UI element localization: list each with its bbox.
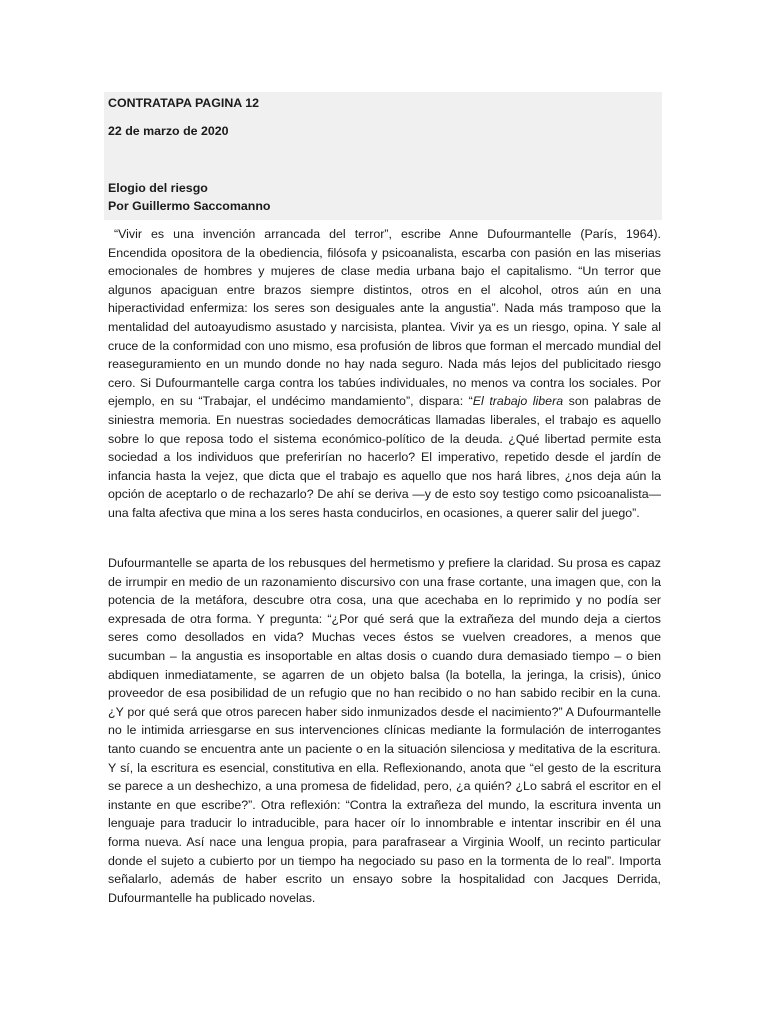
article-title: Elogio del riesgo	[108, 181, 208, 195]
article-byline: Por Guillermo Saccomanno	[108, 199, 271, 213]
paragraph-1-text-b: son palabras de siniestra memoria. En nuestras sociedades democráticas llamadas liberales, el trabajo es aquello sobre lo que reposa todo el sistema económico-político de la deuda. ¿Qué libertad permite esta sociedad a los individuos que preferirían no hacerlo? El imperativo, repetido desde el jardín de infancia hasta la vejez, que dicta que el trabajo es aquello que nos hará libres, ¿nos deja aún la opción de aceptarlo o de rechazarlo? De ahí se deriva —y de esto soy testigo como psicoanalista— una falta afectiva que mina a los seres hasta conducirlos, en ocasiones, a querer salir del juego”.	[108, 394, 661, 520]
date-label: 22 de marzo de 2020	[108, 124, 229, 138]
paragraph-1	[108, 225, 661, 523]
paragraph-2: Dufourmantelle se aparta de los rebusques del hermetismo y prefiere la claridad. Su prosa es capaz de irrumpir en medio de un razonamiento discursivo con una frase cortante, una imagen que, con la potencia de la metáfora, descubre otra cosa, una que acechaba en lo reprimido y no podía ser expresada de otra forma. Y pregunta: “¿Por qué será que la extrañeza del mundo deja a ciertos seres como desollados en vida? Muchas veces éstos se vuelven creadores, a menos que sucumban – la angustia es insoportable en altas dosis o cuando dura demasiado tiempo – o bien abdiquen inmediatamente, se agarren de un objeto balsa (la botella, la jeringa, la crisis), único proveedor de esa posibilidad de un refugio que no han recibido o no han sabido recibir en la cuna. ¿Y por qué será que otros parecen haber sido inmunizados desde el nacimiento?” A Dufourmantelle no le intimida arriesgarse en sus intervenciones clínicas mediante la formulación de interrogantes tanto cuando se encuentra ante un paciente o en la situación silenciosa y meditativa de la escritura. Y sí, la escritura es esencial, constitutiva en ella. Reflexionando, anota que “el gesto de la escritura se parece a un deshechizo, a una promesa de fidelidad, pero, ¿a quién? ¿Lo sabrá el escritor en el instante en que escribe?”. Otra reflexión: “Contra la extrañeza del mundo, la escritura inventa un lenguaje para traducir lo intraducible, para hacer oír lo innombrable e intentar inscribir en él una forma nueva. Así nace una lengua propia, para parafrasear a Virginia Woolf, un recinto particular donde el sujeto a cubierto por un tiempo ha negociado su paso en la tormenta de lo real”. Importa señalarlo, además de haber escrito un ensayo sobre la hospitalidad con Jacques Derrida, Dufourmantelle ha publicado novelas.	[108, 556, 661, 905]
paragraph-1-italic-quote: El trabajo libera	[472, 394, 564, 409]
paragraph-1-text-a: “Vivir es una invención arrancada del terror”, escribe Anne Dufourmantelle (París, 1964). Encendida opositora de la obediencia, filósofa y psicoanalista, escarba con pasión en las miserias emocionales de hombres y mujeres de clase media urbana bajo el capitalismo. “Un terror que algunos apaciguan entre brazos siempre distintos, otros en el alcohol, otros aún en una hiperactividad enfermiza: los seres son desiguales ante la angustia”. Nada más tramposo que la mentalidad del autoayudismo asustado y narcisista, plantea. Vivir ya es un riesgo, opina. Y sale al cruce de la conformidad con uno mismo, esa profusión de libros que forman el mercado mundial del reaseguramiento en un mundo donde no hay nada seguro. Nada más lejos del publicitado riesgo cero. Si Dufourmantelle carga contra los tabúes individuales, no menos va contra los sociales. Por ejemplo, en su “Trabajar, el undécimo mandamiento”, dispara: “	[108, 227, 661, 409]
section-label: CONTRATAPA PAGINA 12	[108, 96, 259, 110]
